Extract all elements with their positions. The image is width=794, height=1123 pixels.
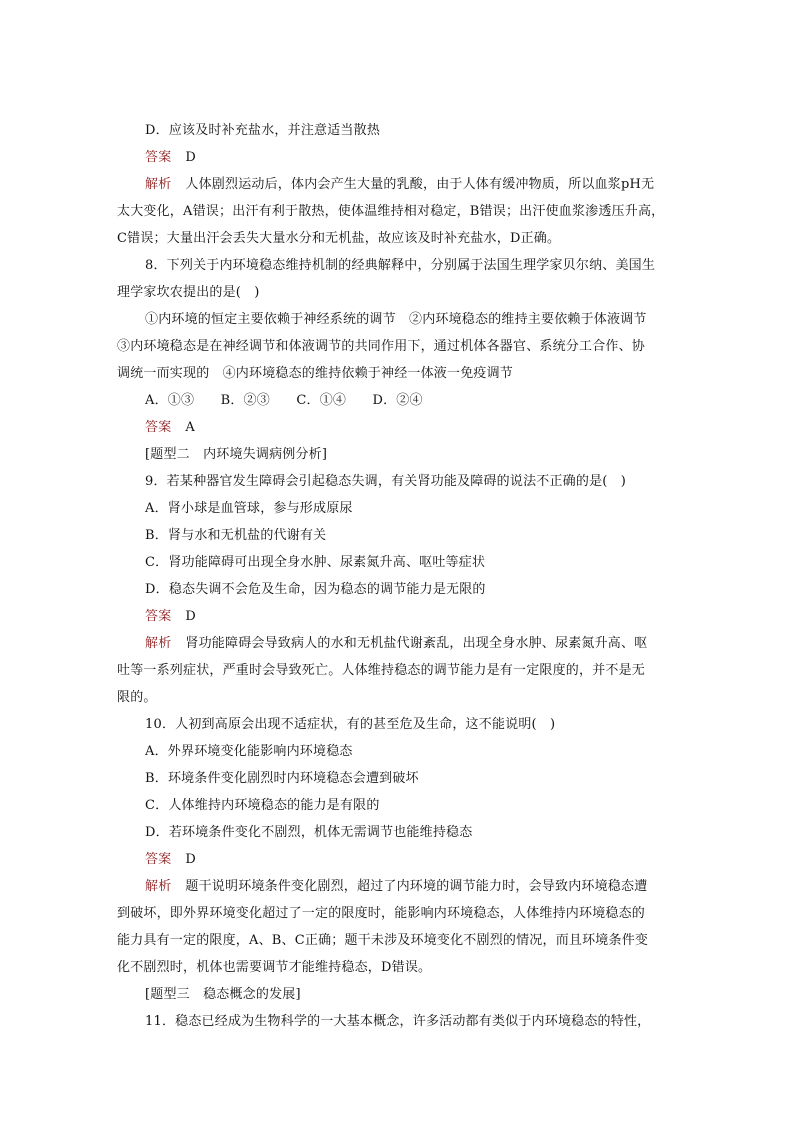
- q10-option-c: C．人体维持内环境稳态的能力是有限的: [145, 798, 380, 813]
- q8-statements-line-1: ①内环境的恒定主要依赖于神经系统的调节 ②内环境稳态的维持主要依赖于体液调节: [145, 312, 647, 327]
- section-heading-2: [题型二 内环境失调病例分析]: [145, 447, 328, 462]
- q8-statements-line-2: ③内环境稳态是在神经调节和体液调节的共同作用下，通过机体各器官、系统分工合作、协: [117, 339, 646, 354]
- q10-explanation-line-2: 到破坏，即外界环境变化超过了一定的限度时，能影响内环境稳态，人体维持内环境稳态的: [117, 906, 646, 921]
- section-heading-3: [题型三 稳态概念的发展]: [145, 987, 301, 1002]
- answer-value: D: [185, 852, 197, 867]
- q8-options: A．①③ B．②③ C．①④ D．②④: [145, 393, 423, 408]
- answer-value: D: [185, 609, 197, 624]
- q10-stem: 10．人初到高原会出现不适症状，有的甚至危及生命，这不能说明( ): [145, 717, 556, 732]
- q10-answer: [145, 846, 685, 873]
- q8-statements-line-3: 调统一而实现的 ④内环境稳态的维持依赖于神经一体液一免疫调节: [117, 366, 514, 381]
- q10-option-d: D．若环境条件变化不剧烈，机体无需调节也能维持稳态: [145, 825, 473, 840]
- q7-option-d: D．应该及时补充盐水，并注意适当散热: [145, 123, 381, 138]
- q10-explanation-line-4: 化不剧烈时，机体也需要调节才能维持稳态，D错误。: [117, 960, 432, 975]
- q8-stem-line-2: 理学家坎农提出的是( ): [117, 285, 260, 300]
- q10-explanation-line-3: 能力具有一定的限度，A、B、C正确；题干未涉及环境变化不剧烈的情况，而且环境条件变: [117, 933, 649, 948]
- explanation-text: 肾功能障碍会导致病人的水和无机盐代谢紊乱，出现全身水肿、尿素氮升高、呕: [185, 636, 648, 651]
- q9-explanation-line-3: 限的。: [117, 690, 157, 705]
- explanation-label: 解析: [145, 879, 172, 894]
- q10-option-a: A．外界环境变化能影响内环境稳态: [145, 744, 353, 759]
- q7-explanation-line-1: [145, 171, 685, 198]
- q8-answer: [145, 414, 685, 441]
- q10-explanation-line-1: [145, 873, 685, 900]
- explanation-label: 解析: [145, 636, 172, 651]
- q7-explanation-line-2: 太大变化，A错误；出汗有利于散热，使体温维持相对稳定，B错误；出汗使血浆渗透压升高，: [117, 204, 665, 219]
- q9-option-a: A．肾小球是血管球，参与形成原尿: [145, 501, 353, 516]
- document-content: [117, 117, 685, 1035]
- q9-answer: [145, 603, 685, 630]
- q9-option-b: B．肾与水和无机盐的代谢有关: [145, 528, 327, 543]
- answer-label: 答案: [145, 420, 172, 435]
- q9-stem: 9．若某种器官发生障碍会引起稳态失调，有关肾功能及障碍的说法不正确的是( ): [145, 474, 627, 489]
- answer-label: 答案: [145, 852, 172, 867]
- answer-value: A: [185, 420, 195, 435]
- q11-stem-line-1: 11．稳态已经成为生物科学的一大基本概念，许多活动都有类似于内环境稳态的特性，: [145, 1014, 651, 1029]
- q9-explanation-line-1: [145, 630, 685, 657]
- q7-answer: [145, 144, 685, 171]
- q8-stem-line-1: 8．下列关于内环境稳态维持机制的经典解释中，分别属于法国生理学家贝尔纳、美国生: [145, 258, 656, 273]
- q10-option-b: B．环境条件变化剧烈时内环境稳态会遭到破坏: [145, 771, 419, 786]
- q9-explanation-line-2: 吐等一系列症状，严重时会导致死亡。人体维持稳态的调节能力是有一定限度的，并不是无: [117, 663, 646, 678]
- q9-option-c: C．肾功能障碍可出现全身水肿、尿素氮升高、呕吐等症状: [145, 555, 486, 570]
- explanation-text: 人体剧烈运动后，体内会产生大量的乳酸，由于人体有缓冲物质，所以血浆pH无: [185, 177, 655, 192]
- q7-explanation-line-3: C错误；大量出汗会丢失大量水分和无机盐，故应该及时补充盐水，D正确。: [117, 231, 561, 246]
- answer-label: 答案: [145, 150, 172, 165]
- explanation-text: 题干说明环境条件变化剧烈，超过了内环境的调节能力时，会导致内环境稳态遭: [185, 879, 648, 894]
- explanation-label: 解析: [145, 177, 172, 192]
- q9-option-d: D．稳态失调不会危及生命，因为稳态的调节能力是无限的: [145, 582, 486, 597]
- answer-label: 答案: [145, 609, 172, 624]
- answer-value: D: [185, 150, 197, 165]
